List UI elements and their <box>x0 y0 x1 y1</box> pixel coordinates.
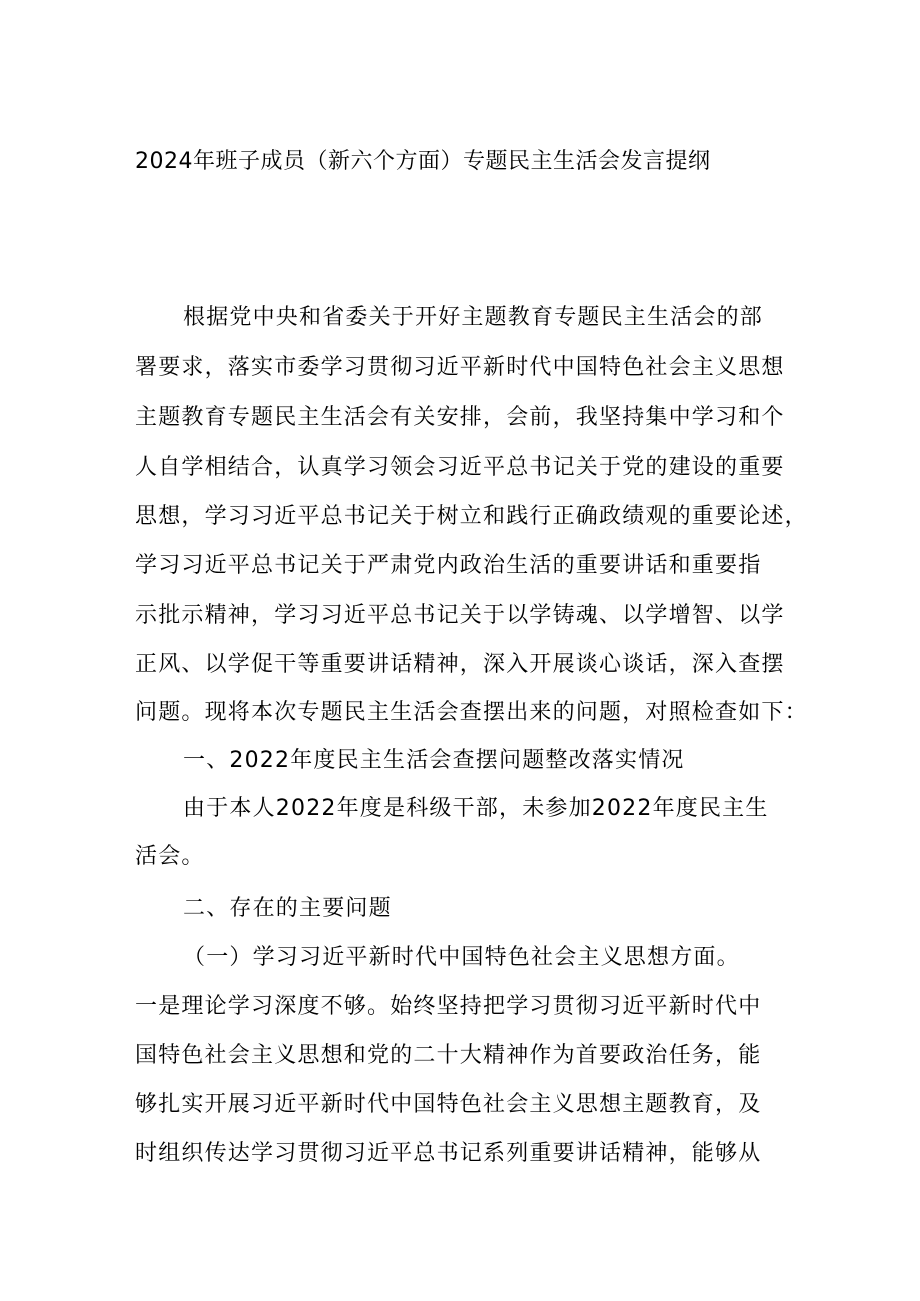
document-title: 2024年班子成员（新六个方面）专题民主生活会发言提纲 <box>135 149 711 174</box>
body-line-6: 学习习近平总书记关于严肃党内政治生活的重要讲话和重要指 <box>135 553 762 578</box>
body-line-5: 思想，学习习近平总书记关于树立和践行正确政绩观的重要论述， <box>135 504 808 529</box>
body-line-1: 根据党中央和省委关于开好主题教育专题民主生活会的部 <box>183 305 764 330</box>
section-heading-2: 二、存在的主要问题 <box>183 896 392 921</box>
body-line-7: 示批示精神，学习习近平总书记关于以学铸魂、以学增智、以学 <box>135 603 785 628</box>
body-line-14: 够扎实开展习近平新时代中国特色社会主义思想主题教育，及 <box>135 1092 762 1117</box>
body-line-13: 国特色社会主义思想和党的二十大精神作为首要政治任务，能 <box>135 1043 762 1068</box>
body-line-9: 问题。现将本次专题民主生活会查摆出来的问题，对照检查如下： <box>135 700 808 725</box>
body-line-8: 正风、以学促干等重要讲话精神，深入开展谈心谈话，深入查摆 <box>135 652 785 677</box>
section-heading-1: 一、2022年度民主生活会查摆问题整改落实情况 <box>183 748 685 773</box>
body-line-12: 一是理论学习深度不够。始终坚持把学习贯彻习近平新时代中 <box>135 994 762 1019</box>
body-line-2: 署要求，落实市委学习贯彻习近平新时代中国特色社会主义思想 <box>135 355 785 380</box>
body-line-4: 人自学相结合，认真学习领会习近平总书记关于党的建设的重要 <box>135 455 785 480</box>
subsection-heading-1: （一）学习习近平新时代中国特色社会主义思想方面。 <box>183 945 740 970</box>
body-line-3: 主题教育专题民主生活会有关安排，会前，我坚持集中学习和个 <box>135 405 785 430</box>
body-line-11: 活会。 <box>135 844 205 869</box>
body-line-10: 由于本人2022年度是科级干部，未参加2022年度民主生 <box>183 796 769 821</box>
body-line-15: 时组织传达学习贯彻习近平总书记系列重要讲话精神，能够从 <box>135 1141 762 1166</box>
